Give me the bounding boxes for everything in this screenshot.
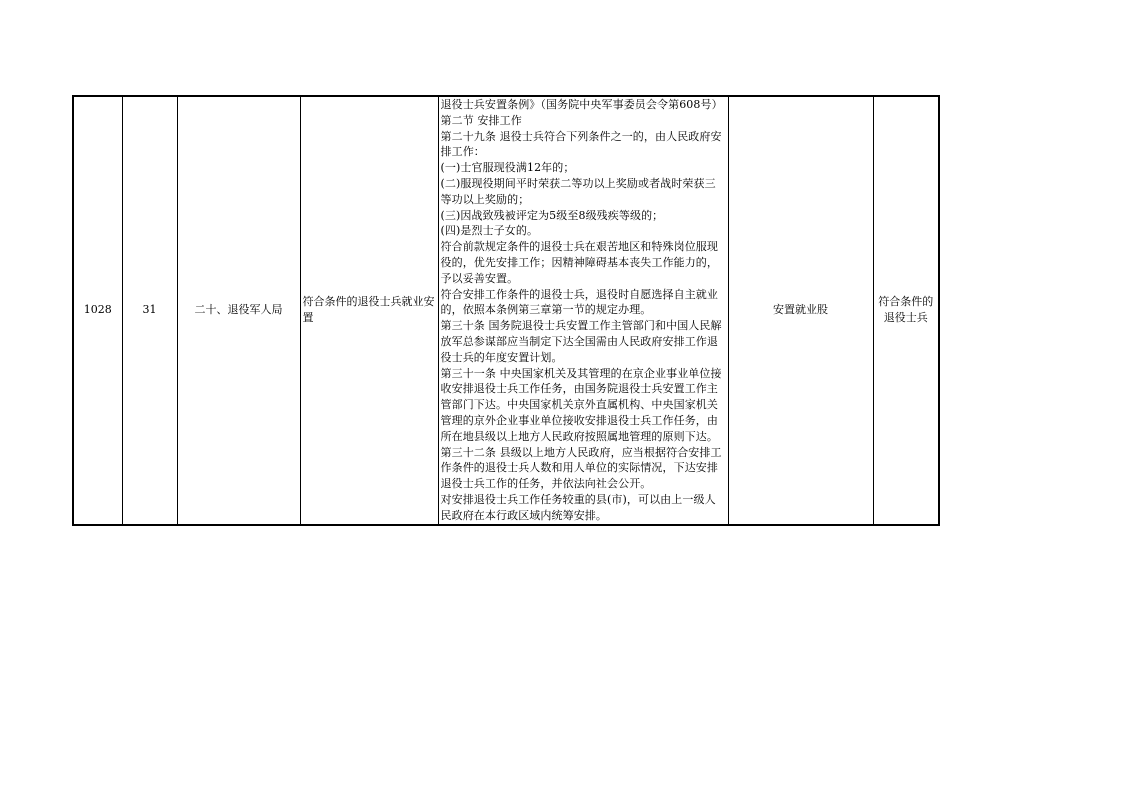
row-index-cell: 1028	[73, 96, 122, 525]
legal-basis-line: 第三十条 国务院退役士兵安置工作主管部门和中国人民解放军总参谋部应当制定下达全国需由人民政府安排工作退役士兵的年度安置计划。	[440, 319, 722, 364]
legal-basis-line: (三)因战致残被评定为5级至8级残疾等级的；	[440, 208, 664, 222]
legal-basis-line: 对安排退役士兵工作任务较重的县(市)，可以由上一级人民政府在本行政区域内统筹安排。	[440, 492, 716, 522]
legal-basis-line: 第三十二条 县级以上地方人民政府，应当根据符合安排工作条件的退役士兵人数和用人单位的实际情况，下达安排退役士兵工作的任务，并依法向社会公开。	[440, 445, 722, 491]
legal-basis-line: 第三十一条 中央国家机关及其管理的在京企业事业单位接收安排退役士兵工作任务，由国务院退役士兵安置工作主管部门下达。中央国家机关京外直属机构、中央国家机关管理的京外企业事业单位接收安排退役士兵工作任务，由所在地县级以上地方人民政府按照属地管理的原则下达。	[440, 366, 722, 443]
table-row	[73, 96, 939, 525]
row-number-cell: 31	[122, 96, 177, 525]
legal-basis-line: (四)是烈士子女的。	[440, 224, 539, 238]
target-cell: 符合条件的退役士兵	[873, 96, 939, 525]
legal-basis-cell	[438, 96, 728, 525]
legal-basis-line: 退役士兵安置条例》（国务院中央军事委员会令第608号）第二节 安排工作	[440, 98, 723, 127]
legal-basis-line: 符合前款规定条件的退役士兵在艰苦地区和特殊岗位服现役的，优先安排工作；因精神障碍基本丧失工作能力的，予以妥善安置。	[440, 240, 718, 285]
legal-basis-line: (二)服现役期间平时荣获二等功以上奖励或者战时荣获三等功以上奖励的；	[440, 176, 716, 206]
item-name-cell: 符合条件的退役士兵就业安置	[300, 96, 438, 525]
responsible-unit-cell: 安置就业股	[728, 96, 873, 525]
legal-basis-line: 符合安排工作条件的退役士兵，退役时自愿选择自主就业的，依照本条例第三章第一节的规定办理。	[440, 287, 718, 317]
legal-basis-line: 第二十九条 退役士兵符合下列条件之一的，由人民政府安排工作：	[440, 129, 722, 159]
records-table	[72, 95, 940, 526]
legal-basis-line: (一)士官服现役满12年的；	[440, 161, 575, 175]
department-cell: 二十、退役军人局	[177, 96, 300, 525]
